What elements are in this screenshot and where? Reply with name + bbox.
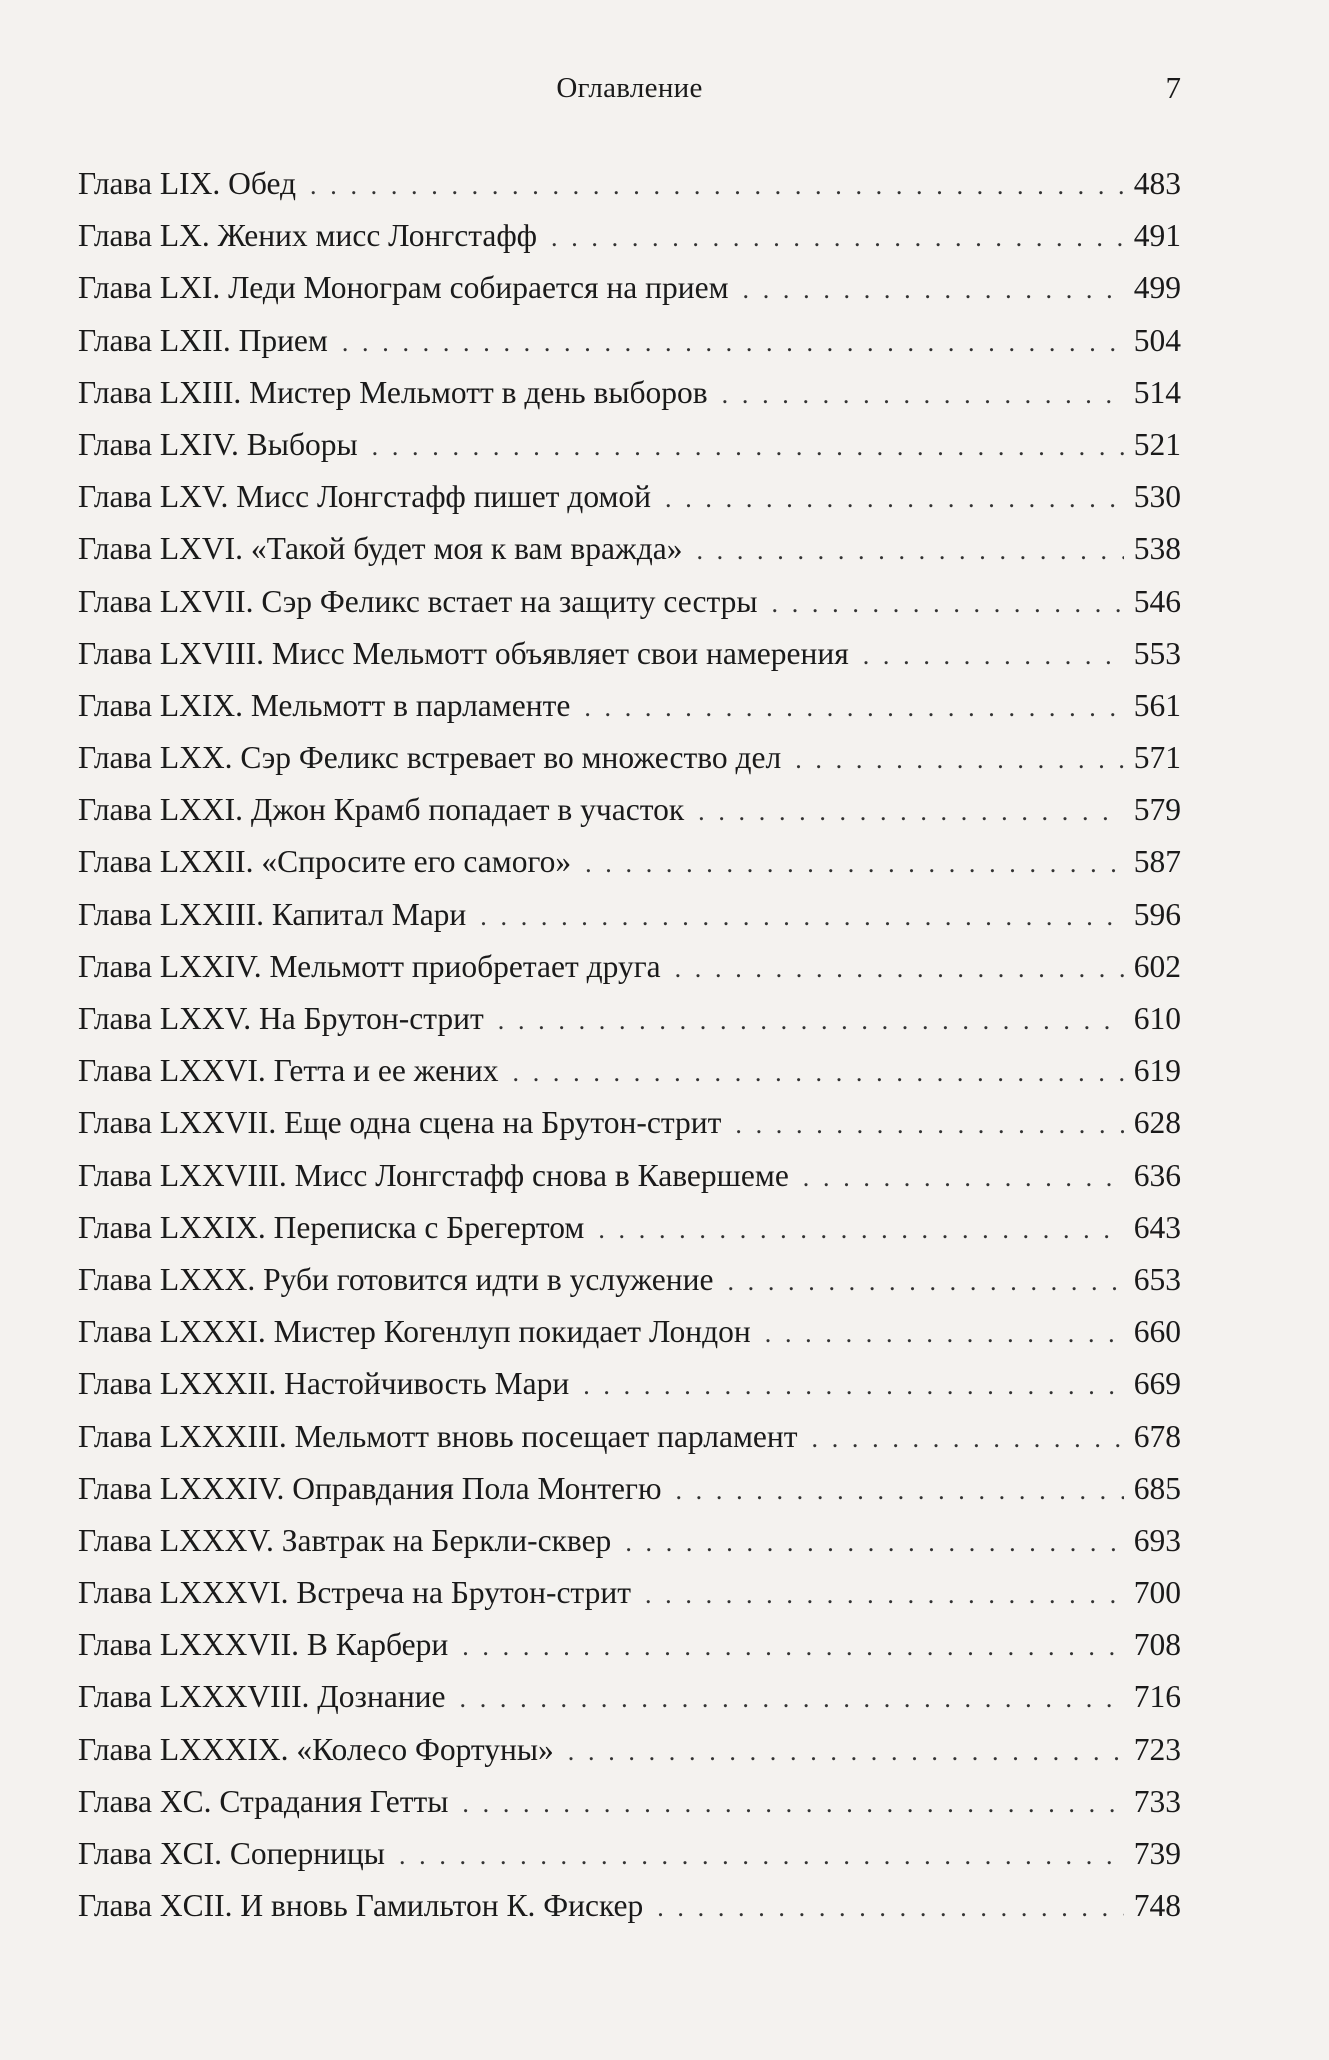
toc-entry-page-number: 716 [1133,1679,1181,1715]
toc-entry-page-number: 739 [1133,1836,1181,1871]
toc-entry-page-number: 514 [1133,374,1181,410]
toc-dot-leader [460,1673,1124,1725]
toc-entry [78,158,1181,210]
toc-entry [78,1463,1181,1515]
toc-entry-page-number: 538 [1133,531,1181,567]
toc-dot-leader [498,995,1124,1047]
toc-entry-title: Глава LXXVIII. Мисс Лонгстафф снова в Кавершеме [78,1157,789,1193]
toc-entry [78,315,1181,367]
toc-dot-leader [372,421,1124,473]
toc-entry-title: Глава LXXII. «Спросите его самого» [78,844,572,880]
toc-entry-title: Глава LXII. Прием [78,322,328,358]
toc-entry [78,889,1181,941]
toc-entry-title: Глава LXXXIX. «Колесо Фортуны» [78,1731,554,1767]
toc-entry [78,1254,1181,1306]
toc-dot-leader [598,1204,1123,1256]
toc-entry [78,1619,1181,1671]
toc-entry-page-number: 587 [1133,844,1181,880]
toc-dot-leader [675,1465,1123,1517]
toc-dot-leader [863,630,1124,682]
toc-dot-leader [765,1308,1124,1360]
toc-dot-leader [803,1152,1124,1204]
toc-entry [78,262,1181,314]
toc-dot-leader [583,1360,1124,1412]
toc-dot-leader [727,1256,1123,1308]
toc-entry-title: Глава LXXXV. Завтрак на Беркли-сквер [78,1522,612,1558]
toc-entry [78,836,1181,888]
toc-dot-leader [399,1830,1124,1882]
toc-dot-leader [743,264,1124,316]
toc-entry-page-number: 546 [1133,583,1181,619]
toc-entry [78,1880,1181,1932]
toc-entry-title: Глава LXXV. На Брутон-стрит [78,1001,484,1036]
toc-entry-page-number: 610 [1133,1001,1181,1036]
page-title: Оглавление [556,72,703,104]
toc-entry-title: Глава LXXXIV. Оправдания Пола Монтегю [78,1470,662,1506]
toc-entry-page-number: 660 [1133,1314,1181,1350]
toc-entry [78,1202,1181,1254]
toc-entry [78,1097,1181,1149]
toc-dot-leader [696,525,1123,577]
toc-entry [78,732,1181,784]
toc-entry-page-number: 733 [1133,1783,1181,1819]
toc-dot-leader [812,1413,1124,1465]
toc-dot-leader [772,578,1124,630]
toc-entry-page-number: 579 [1133,792,1181,828]
toc-entry-page-number: 571 [1133,740,1181,776]
toc-entry-title: Глава LXXXVII. В Карбери [78,1627,449,1663]
toc-dot-leader [722,369,1124,421]
toc-dot-leader [625,1517,1123,1569]
toc-dot-leader [310,160,1124,212]
toc-entry-title: Глава LXXI. Джон Крамб попадает в участок [78,792,685,828]
toc-dot-leader [585,838,1124,890]
toc-entry-page-number: 553 [1133,635,1181,671]
toc-entry-title: Глава LXIV. Выборы [78,426,358,462]
toc-entry [78,1776,1181,1828]
toc-entry [78,419,1181,471]
toc-entry-page-number: 561 [1133,687,1181,723]
toc-entry-page-number: 700 [1133,1575,1181,1611]
toc-entry [78,1724,1181,1776]
toc-entry-title: Глава LXI. Леди Монограм собирается на прием [78,270,729,306]
toc-dot-leader [584,682,1123,734]
toc-entry [78,784,1181,836]
toc-entry-title: Глава LXV. Мисс Лонгстафф пишет домой [78,479,652,515]
toc-entry-page-number: 619 [1133,1053,1181,1089]
running-head [78,0,1181,110]
toc-entry-title: Глава XCI. Соперницы [78,1836,385,1871]
toc-dot-leader [675,943,1124,995]
toc-entry [78,471,1181,523]
toc-entry-page-number: 685 [1133,1470,1181,1506]
toc-entry-page-number: 708 [1133,1627,1181,1663]
toc-entry-title: Глава LIX. Обед [78,166,297,201]
toc-entry-page-number: 669 [1133,1366,1181,1402]
toc-entry [78,993,1181,1045]
toc-entry [78,1411,1181,1463]
toc-entry-title: Глава LXXXIII. Мельмотт вновь посещает парламент [78,1418,798,1454]
toc-entry-page-number: 723 [1133,1731,1181,1767]
toc-entry-title: Глава LXXIX. Переписка с Брегертом [78,1209,585,1245]
toc-dot-leader [698,786,1124,838]
toc-dot-leader [342,317,1124,369]
table-of-contents [78,158,1181,1932]
toc-entry [78,1045,1181,1097]
toc-entry [78,1567,1181,1619]
toc-entry-page-number: 499 [1133,270,1181,306]
toc-dot-leader [645,1569,1124,1621]
toc-entry-page-number: 653 [1133,1261,1181,1297]
toc-dot-leader [568,1726,1124,1778]
toc-entry-title: Глава LXXVII. Еще одна сцена на Брутон-стрит [78,1105,722,1141]
toc-entry-title: Глава LXXXVI. Встреча на Брутон-стрит [78,1575,631,1611]
toc-entry-page-number: 521 [1133,426,1181,462]
toc-entry [78,941,1181,993]
toc-entry-title: Глава LXXXI. Мистер Когенлуп покидает Лондон [78,1314,751,1350]
toc-entry-page-number: 491 [1133,218,1181,254]
toc-entry [78,210,1181,262]
toc-entry-title: Глава LXX. Сэр Феликс встревает во множество дел [78,740,782,776]
toc-entry-page-number: 483 [1133,166,1181,201]
toc-entry-page-number: 628 [1133,1105,1181,1141]
toc-entry-title: Глава LXXXVIII. Дознание [78,1679,446,1715]
toc-entry [78,628,1181,680]
toc-dot-leader [735,1099,1123,1151]
toc-entry [78,1306,1181,1358]
toc-entry-page-number: 693 [1133,1522,1181,1558]
toc-entry-page-number: 636 [1133,1157,1181,1193]
toc-entry-title: Глава XC. Страдания Гетты [78,1783,449,1819]
toc-entry [78,576,1181,628]
toc-entry-title: Глава XCII. И вновь Гамильтон К. Фискер [78,1888,644,1924]
toc-dot-leader [513,1047,1124,1099]
toc-entry [78,523,1181,575]
toc-entry [78,367,1181,419]
toc-entry-title: Глава LXXX. Руби готовится идти в услужение [78,1261,714,1297]
toc-entry-page-number: 748 [1133,1888,1181,1924]
toc-entry-page-number: 602 [1133,948,1181,984]
toc-entry [78,680,1181,732]
toc-dot-leader [551,212,1124,264]
toc-entry-title: Глава LX. Жених мисс Лонгстафф [78,218,538,254]
toc-entry-title: Глава LXXVI. Гетта и ее жених [78,1053,499,1089]
toc-entry-page-number: 643 [1133,1209,1181,1245]
toc-entry-page-number: 678 [1133,1418,1181,1454]
page-number: 7 [1165,70,1181,105]
toc-entry-title: Глава LXVI. «Такой будет моя к вам вражда» [78,531,683,567]
toc-entry-title: Глава LXVIII. Мисс Мельмотт объявляет свои намерения [78,635,849,671]
toc-entry-title: Глава LXIX. Мельмотт в парламенте [78,687,571,723]
toc-entry [78,1515,1181,1567]
toc-entry-title: Глава LXIII. Мистер Мельмотт в день выборов [78,374,708,410]
toc-dot-leader [795,734,1124,786]
toc-entry [78,1671,1181,1723]
toc-entry-page-number: 596 [1133,896,1181,932]
toc-entry-title: Глава LXXIV. Мельмотт приобретает друга [78,948,661,984]
toc-entry [78,1150,1181,1202]
toc-dot-leader [657,1882,1124,1934]
toc-entry [78,1828,1181,1880]
toc-dot-leader [462,1778,1123,1830]
toc-entry-page-number: 530 [1133,479,1181,515]
toc-dot-leader [665,473,1124,525]
toc-dot-leader [480,891,1123,943]
toc-entry-title: Глава LXVII. Сэр Феликс встает на защиту сестры [78,583,758,619]
toc-entry-title: Глава LXXXII. Настойчивость Мари [78,1366,570,1402]
toc-entry-page-number: 504 [1133,322,1181,358]
toc-dot-leader [462,1621,1124,1673]
toc-entry [78,1358,1181,1410]
toc-entry-title: Глава LXXIII. Капитал Мари [78,896,467,932]
